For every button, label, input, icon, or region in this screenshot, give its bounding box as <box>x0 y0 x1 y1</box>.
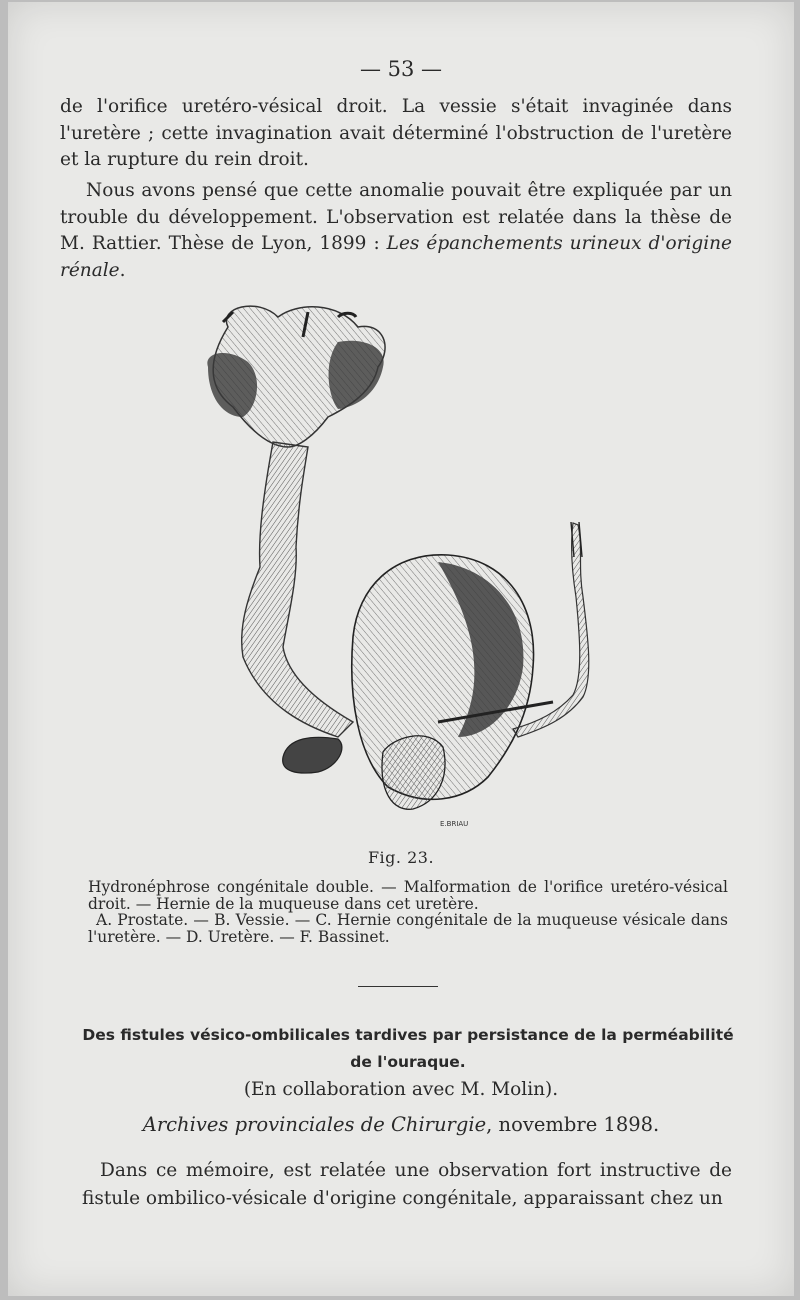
section-divider <box>358 986 438 987</box>
figure-caption <box>88 879 728 945</box>
paragraph-2-end: . <box>119 259 126 281</box>
caption-legend: A. Prostate. — B. Vessie. — C. Hernie congénitale de la muqueuse vésicale dans l'uretère. — D. Uretère. — F. Bassinet. <box>88 911 728 946</box>
paragraph-1: de l'orifice uretéro-vésical droit. La vessie s'était invaginée dans l'uretère ; cette invagination avait déterminé l'obstruction de l'uretère et la rupture du rein droit. <box>60 96 732 170</box>
journal-date: , novembre 1898. <box>486 1113 660 1136</box>
bladder-drawing <box>352 555 553 809</box>
journal-name: Archives provinciales de Chirurgie <box>142 1113 487 1136</box>
engraver-signature: E.BRIAU <box>440 820 469 828</box>
thesis-title: Les épanchements urineux d'origine rénale <box>60 233 733 281</box>
journal-citation <box>8 1113 794 1136</box>
body-paragraph: Dans ce mémoire, est relatée une observation fort instructive de fistule ombilico-vésicale d'origine congénitale, apparaissant chez un <box>82 1160 732 1209</box>
paragraph-2-text: Nous avons pensé que cette anomalie pouvait être expliquée par un trouble du développement. L'observation est relatée dans la thèse de M. Rattier. Thèse de Lyon, 1899 : <box>60 180 732 254</box>
section-title: Des fistules vésico-ombilicales tardives par persistance de la perméabilité de l'ouraque. <box>82 1026 734 1071</box>
caption-text: Hydronéphrose congénitale double. — Malformation de l'orifice uretéro-vésical droit. — Hernie de la muqueuse dans cet uretère. <box>88 878 728 913</box>
page-number: — 53 — <box>359 57 443 81</box>
ureter-drawing <box>242 442 353 773</box>
paragraph-2 <box>60 178 732 284</box>
book-page <box>8 2 794 1296</box>
figure-label: Fig. 23. <box>367 848 435 867</box>
anatomical-illustration <box>188 297 608 842</box>
renal-pelvis-drawing <box>207 306 385 447</box>
collaboration-note: (En collaboration avec M. Molin). <box>243 1079 559 1100</box>
